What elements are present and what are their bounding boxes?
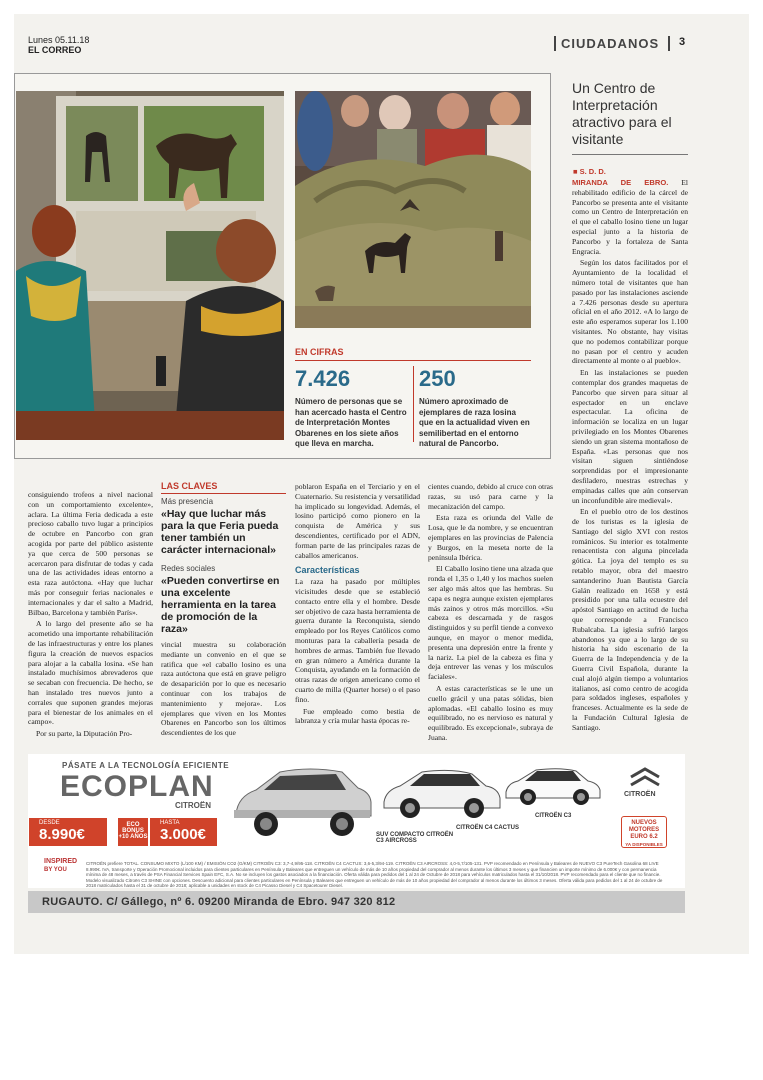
model-label: CITROËN C4 CACTUS (456, 825, 520, 831)
people-around-horse-diorama-photo (295, 91, 531, 328)
bonus-note: +10 AÑOS (118, 834, 148, 840)
ecoplan-logo: ECOPLAN (60, 770, 214, 803)
paragraph: Según los datos facilitados por el Ayuntamiento de la localidad el número total de visitantes que han pasado por las instalaciones asciende a 7.426 personas desde su apertura oficial en el año 2012. «A lo largo de este año esperamos superar los 1.100 visitantes. No obstante, hay visitas que no podemos contabilizar porque no pasan por el centro y acuden directamente al monte o al pueblo». (572, 258, 688, 366)
price-badge (29, 818, 107, 846)
paragraph: A estas características se le une un cuello grácil y una patas sólidas, bien aplomadas. «El caballo losino es muy equilibrado, no es nervioso es natural y equilibrado. Es excepcional», subraya de Juana. (428, 683, 553, 742)
paragraph: El Caballo losino tiene una alzada que ronda el 1,35 o 1,40 y los machos suelen ser algo más altos que las hembras. Su capa es negra aunque existen ejemplares más zainos y otros más morcillos. «Su cabeza es descarnada y de rasgos distinguidos y su perfil tiende a convexo aunque, en mayor o menor medida, presenta una depresión entre la frente y la nariz. La piel de la cabeza es fina y deja entrever las venas y los músculos faciales». (428, 564, 553, 682)
bonus-label: ECO BONUS (122, 822, 144, 834)
figures-divider (413, 366, 414, 442)
bonus-upto-label: HASTA (160, 820, 180, 826)
key-points-rule (161, 493, 286, 494)
eco-bonus-badge (118, 818, 148, 846)
bonus-value: 3.000€ (160, 826, 206, 843)
euro-badge-text: NUEVOS MOTORES EURO 6.2 (628, 820, 660, 840)
figures-label: EN CIFRAS (295, 347, 344, 357)
figures-rule (295, 360, 531, 361)
c4-cactus-car-image (380, 766, 502, 822)
sidebar-rule (572, 154, 688, 155)
dealer-address: RUGAUTO. C/ Gállego, nº 6. 09200 Miranda de Ebro. 947 320 812 (42, 896, 396, 908)
byline: ■ S. D. D. (573, 167, 606, 176)
paragraph: Esta raza es oriunda del Valle de Losa, que le da nombre, y se encuentran ejemplares en las provincias de Palencia y Burgos, en la meseta norte de la península Ibérica. (428, 513, 553, 562)
model-label: SUV COMPACTO CITROËN C3 AIRCROSS (376, 832, 454, 844)
price-label: DESDE (39, 820, 60, 826)
section-divider (668, 36, 670, 51)
women-looking-at-horse-panels-photo (16, 91, 284, 440)
paragraph: poblaron España en el Terciario y en el Cuaternario. Su resistencia y versatilidad ha implicado su longevidad. Además, el losino participó como pionero en la conquista de América y sus descendientes, certificado por el ADN, forman parte de las principales razas de caballos americanos. (295, 482, 420, 560)
figure-value: 250 (419, 366, 456, 391)
euro-badge-sub: YA DISPONIBLES (625, 842, 663, 847)
key-point-subtitle: Redes sociales (161, 564, 216, 573)
paragraph-text: El rehabilitado edificio de la cárcel de Pancorbo se presenta ante el visitante como un Centro de Interpretación en el que el caballo losino tiene un lugar especial junto a la historia de Pancorbo y la fortaleza de Santa Engracia. (572, 178, 688, 256)
paragraph: Fue empleado como bestia de labranza y cría mular hasta épocas re- (295, 706, 420, 726)
figure-description: Número aproximado de ejemplares de raza losina que en la actualidad viven en semilibertad en el entorno natural de Pancorbo. (419, 397, 530, 448)
paragraph: cientes cuando, debido al cruce con otras razas, su usó para carne y la mecanización del campo. (428, 482, 553, 511)
key-points-title: LAS CLAVES (161, 481, 218, 491)
issue-date: Lunes 05.11.18 (28, 35, 90, 45)
c3-aircross-car-image (230, 762, 375, 842)
paragraph: La raza ha pasado por múltiples vicisitudes desde que se estableció contacto entre ella y el hombre. Desde ser objetivo de caza hasta herramienta de guerra durante la Reconquista, siendo empleado por los Reyes Católicos como monturas para la caballería pesada de hombres de armas. También fue llevado en gran número a América durante la Conquista, ayudando en la formación de otras razas de origen americano como el cuarto de milla (Quarter horse) o el paso fino. (295, 577, 420, 704)
key-point-quote: «Pueden convertirse en una excelente herramienta en la tarea de promoción de la raza» (161, 575, 280, 635)
sidebar-body (572, 178, 688, 735)
figure-description: Número de personas que se han acercado hasta el Centro de Interpretación Montes Obarenes en los siete años que lleva en marcha. (295, 397, 407, 448)
figure-value: 7.426 (295, 366, 351, 391)
price-value: 8.990€ (39, 826, 85, 843)
subheading: Características (295, 565, 360, 576)
sidebar-headline: Un Centro de Interpretación atractivo para el visitante (572, 80, 672, 147)
key-point-quote: «Hay que luchar más para la que Feria pueda tener también un carácter internacional» (161, 508, 279, 556)
publication-name: EL CORREO (28, 45, 82, 55)
key-point-subtitle: Más presencia (161, 497, 214, 506)
article-column-1 (28, 490, 153, 741)
by-you-label: BY YOU (44, 867, 67, 873)
paragraph: En las instalaciones se pueden contemplar dos grandes maquetas de Pancorbo que sirven para situar al espectador en un enclave espectacular. La oficina de información se localiza en un lugar privilegiado en los Montes Obarenes siendo un gran sistema montañoso de España. «Las personas que nos visitan siguen sintiéndose sorprendidas por el impresionante desfiladero, nuestras estrechas y empinadas calles que aún conservan un inconfundible aire medieval». (572, 368, 688, 505)
dateline: MIRANDA DE EBRO. (572, 178, 669, 187)
brand-name: CITROËN (175, 801, 211, 810)
paragraph: Por su parte, la Diputación Pro- (36, 729, 133, 739)
ad-tagline: PÁSATE A LA TECNOLOGÍA EFICIENTE (62, 761, 230, 770)
page-number: 3 (679, 36, 686, 48)
paragraph (572, 178, 688, 256)
article-column-4 (428, 482, 553, 745)
section-divider (554, 36, 556, 51)
article-column-2 (161, 640, 286, 740)
paragraph: En el pueblo otro de los destinos de los turistas es la iglesia de Santiago del siglo XVI con restos románicos. Su interior es totalmente renacentista con alguna pincelada gótica. La joya del templo es su retablo mayor, obra del maestro santanderino Juan Bautista García Galán realizado en 1658 y está presidido por una talla ecuestre del apóstol Santiago en actitud de lucha que corresponde a Francisco Rubalcaba. La iglesia sufrió largos abandonos ya que a lo largo de su historia ha sido escenario de la Guerra de la Independencia y de la Guerra Civil Española, durante la cual alojó algún tiempo a voluntarios italianos, así como centro de acogida para soldados ingleses, españoles y franceses. Actualmente es la sede de la Fundación Cultural Iglesia de Santiago. (572, 507, 688, 732)
ad-fine-print: CITROËN prefiere TOTAL. CONSUMO MIXTO (L/100 KM) / EMISIÓN CO2 (G/KM) CITROËN C3: 3,7-4,9/95-118. CITROËN C4 CACTUS: 3,6-5,3/94-119. CITROËN C3 AIRCROSS: 4,0-5,7/105-131. PVP recomendado en Península y Baleares de NUEVO C3 PureTech Gasolina 68 LIVE 8.990€. IVA, transporte y Operación Promocional incluidos para clientes particulares en Península y Baleares que entreguen un vehículo de más de 10 años propiedad del comprador al menos durante los últimos 3 meses y que financien un importe mínimo de 6.000€ y con permanencia mínima de 48 meses, a través de PSA Financial Services Spain EFC, S.A. No se incluyen los gastos asociados a la financiación. Oferta válida para pedidos del 1 al 24 de Octubre de 2018 para vehículos matriculados hasta el 31/10/2018. PVP recomendado para el cliente que no financie. Modelo visualizado Citroën C3 SHINE con opciones. Descuento adicional para clientes particulares en Península y Baleares que entreguen un vehículo de más de 10 años propiedad del comprador al menos durante los últimos 3 meses. Oferta válida para pedidos del 1 al 24 de octubre de 2018 matriculados hasta el 31 de octubre de 2018; aplicable a unidades en stock de C4 Picasso Diesel y C4 Spacetourer Diesel. (86, 861, 663, 888)
citroen-chevron-icon (628, 767, 662, 789)
paragraph: consiguiendo trofeos a nivel nacional con un comportamiento excelente», aclara. La última Feria dedicada a este precioso caballo tuvo lugar a principios de octubre en Pancorbo con gran acogida por parte del público asistente ya que cerca de 500 personas se acercaron para disfrutar de todas y cada una de las actividades ideas entorno a esta raza autóctona. «Hay que luchar más por conseguir ferias nacionales e internacionales y dar el salto a Madrid, Bilbao, Barcelona y también París». (28, 490, 153, 617)
inspired-label: INSPIRED (44, 858, 78, 865)
model-label: CITROËN C3 (535, 813, 572, 819)
bonus-value-badge (150, 818, 217, 846)
citroen-brand-label: CITROËN (624, 791, 656, 798)
paragraph: A lo largo del presente año se ha acometido una importante rehabilitación de las infraestructuras y entre los planes figura la creación de nuevos espacios para alojar a la caballa losina. «Se han instalado muchísimos abrevaderos que se secaban con frecuencia. De hecho, se han instalado tres nuevos junto a corrales que suponen grandes mejoras para el bienestar de los animales en el campo». (28, 619, 153, 727)
euro-6-badge (621, 816, 667, 848)
section-name: CIUDADANOS (561, 36, 660, 51)
c3-car-image (503, 766, 603, 806)
article-column-3 (295, 482, 420, 728)
paragraph: vincial muestra su colaboración mediante un convenio en el que se ratifica que «el caballo losino es una raza autóctona que está en grave peligro de desaparición por lo que es necesario continuar con los trabajos de mantenimiento y mejora». Los ejemplares que viven en los Montes Obarenes en Pancorbo son los últimos descendientes de los que (161, 640, 286, 738)
